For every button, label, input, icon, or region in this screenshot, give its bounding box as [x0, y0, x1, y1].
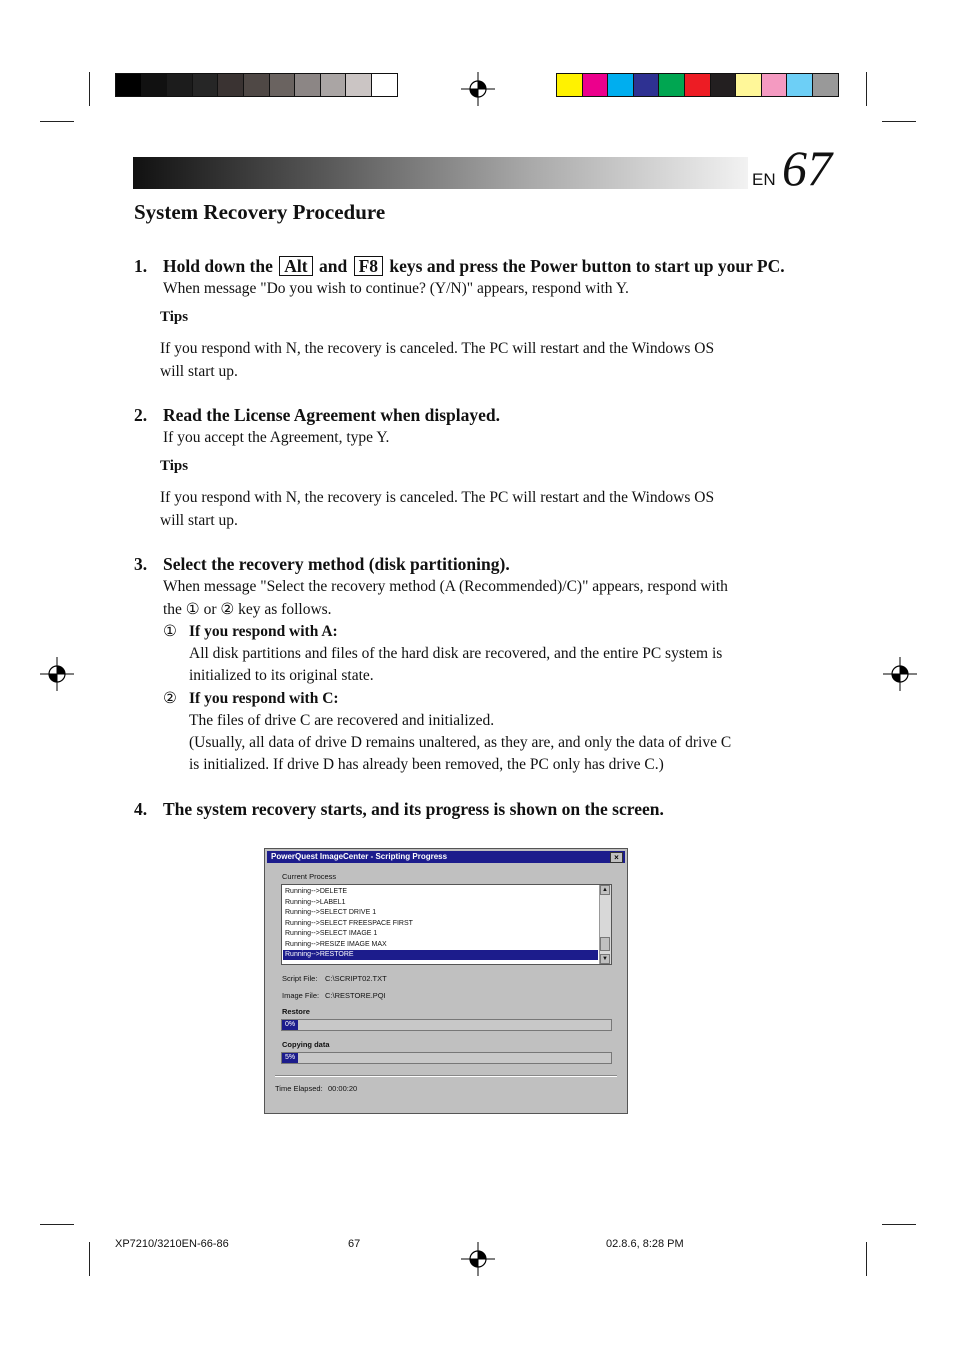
registration-mark-icon [883, 657, 917, 691]
scrollbar[interactable] [599, 885, 611, 964]
step-2-text: If you accept the Agreement, type Y. [163, 429, 390, 446]
registration-mark-icon [461, 1242, 495, 1276]
step-text: and [318, 256, 348, 276]
scroll-thumb[interactable] [600, 937, 610, 951]
step-number: 1. [134, 256, 148, 276]
tips-text-line: If you respond with N, the recovery is canceled. The PC will restart and the Windows OS [160, 340, 715, 357]
crop-mark [866, 1242, 867, 1276]
color-swatch [736, 74, 762, 96]
color-swatch [659, 74, 685, 96]
process-list-item[interactable]: Running-->SELECT IMAGE 1 [285, 930, 378, 937]
tips-label: Tips [160, 309, 189, 325]
restore-progress-text: 0% [285, 1021, 296, 1028]
time-elapsed-label: Time Elapsed: [275, 1084, 323, 1093]
color-swatch [813, 74, 838, 96]
divider [275, 1075, 617, 1077]
crop-mark [40, 121, 74, 122]
image-file-label: Image File: [282, 991, 320, 1000]
tips-text-line: If you respond with N, the recovery is canceled. The PC will restart and the Windows OS [160, 489, 715, 506]
script-file-label: Script File: [282, 974, 318, 983]
process-list-item[interactable]: Running-->SELECT FREESPACE FIRST [285, 919, 413, 927]
color-swatch [167, 74, 193, 96]
option-c-text-line: (Usually, all data of drive D remains unaltered, as they are, and only the data of drive C [189, 734, 732, 751]
process-list[interactable] [281, 884, 612, 965]
registration-mark-icon [40, 657, 74, 691]
step-text: Select the recovery method (disk partitioning). [163, 554, 510, 574]
color-swatch [685, 74, 711, 96]
image-file-value: C:\RESTORE.PQI [325, 991, 386, 1000]
copying-progress-bar [281, 1052, 612, 1064]
option-c-text-line: The files of drive C are recovered and initialized. [189, 712, 495, 729]
color-swatch [557, 74, 583, 96]
f8-key: F8 [354, 256, 383, 276]
color-swatch [244, 74, 270, 96]
script-file-value: C:\SCRIPT02.TXT [325, 974, 387, 983]
step-3-text-line: the ① or ② key as follows. [163, 601, 332, 618]
color-swatch [116, 74, 142, 96]
crop-mark [89, 72, 90, 106]
color-swatch [711, 74, 737, 96]
step-text: Read the License Agreement when displayed. [163, 405, 501, 425]
color-swatch [583, 74, 609, 96]
step-3-text-line: When message "Select the recovery method (A (Recommended)/C)" appears, respond with [163, 578, 728, 595]
tips-label: Tips [160, 458, 189, 474]
option-marker: ② [163, 690, 177, 707]
option-a-heading [163, 621, 338, 643]
crop-mark [866, 72, 867, 106]
crop-mark [89, 1242, 90, 1276]
footer-file-id: XP7210/3210EN-66-86 [115, 1238, 229, 1250]
step-number: 4. [134, 799, 148, 819]
color-swatch [295, 74, 321, 96]
option-a-text-line: All disk partitions and files of the hard disk are recovered, and the entire PC system is [189, 645, 723, 662]
time-elapsed-value: 00:00:20 [328, 1084, 358, 1093]
step-text: Hold down the [163, 256, 273, 276]
crop-mark [882, 1224, 916, 1225]
step-number: 3. [134, 554, 148, 574]
step-3-heading [134, 554, 510, 575]
option-label: If you respond with C: [189, 690, 339, 707]
copying-label: Copying data [282, 1040, 330, 1049]
step-text: keys and press the Power button to start up your PC. [389, 256, 785, 276]
process-list-item[interactable]: Running-->RESTORE [283, 950, 598, 960]
header-band [133, 157, 748, 189]
step-2-heading [134, 405, 500, 426]
footer-page: 67 [348, 1238, 361, 1250]
step-number: 2. [134, 405, 148, 425]
scroll-down-icon[interactable]: ▼ [600, 954, 610, 964]
option-marker: ① [163, 623, 177, 640]
color-swatch [321, 74, 347, 96]
color-swatch [142, 74, 168, 96]
restore-progress-bar [281, 1019, 612, 1031]
color-swatch [762, 74, 788, 96]
crop-mark [882, 121, 916, 122]
color-swatch [193, 74, 219, 96]
tips-text-line: will start up. [160, 512, 238, 529]
process-list-item[interactable]: Running-->RESIZE IMAGE MAX [285, 940, 387, 948]
language-label: EN [752, 170, 776, 189]
copying-progress-text: 5% [285, 1054, 296, 1061]
restore-label: Restore [282, 1007, 310, 1016]
color-swatch [372, 74, 397, 96]
section-title: System Recovery Procedure [134, 200, 386, 224]
step-1-text: When message "Do you wish to continue? (Y/N)" appears, respond with Y. [163, 280, 629, 297]
option-label: If you respond with A: [189, 623, 338, 640]
step-text: The system recovery starts, and its progress is shown on the screen. [163, 799, 664, 819]
gray-color-bar [115, 73, 398, 97]
dialog-title: PowerQuest ImageCenter - Scripting Progress [271, 852, 448, 861]
registration-mark-icon [461, 72, 495, 106]
color-swatch [218, 74, 244, 96]
tips-text-line: will start up. [160, 363, 238, 380]
process-list-item[interactable]: Running-->LABEL1 [285, 898, 346, 906]
process-color-bar [556, 73, 839, 97]
step-1-heading [134, 256, 785, 277]
color-swatch [634, 74, 660, 96]
page-number: 67 [782, 140, 832, 196]
current-process-label: Current Process [282, 872, 337, 881]
scripting-progress-dialog [264, 848, 628, 1114]
alt-key: Alt [279, 256, 312, 276]
process-list-item[interactable]: Running-->DELETE [285, 888, 348, 895]
option-c-heading [163, 688, 339, 710]
scroll-up-icon[interactable]: ▲ [600, 885, 610, 895]
color-swatch [346, 74, 372, 96]
crop-mark [40, 1224, 74, 1225]
option-a-text-line: initialized to its original state. [189, 667, 374, 684]
color-swatch [608, 74, 634, 96]
color-swatch [270, 74, 296, 96]
process-list-item[interactable]: Running-->SELECT DRIVE 1 [285, 909, 377, 916]
close-icon[interactable]: × [610, 852, 623, 863]
footer-timestamp: 02.8.6, 8:28 PM [606, 1238, 684, 1250]
option-c-text-line: is initialized. If drive D has already been removed, the PC only has drive C.) [189, 756, 664, 773]
color-swatch [787, 74, 813, 96]
dialog-title-bar [267, 851, 625, 863]
step-4-heading [134, 799, 664, 820]
